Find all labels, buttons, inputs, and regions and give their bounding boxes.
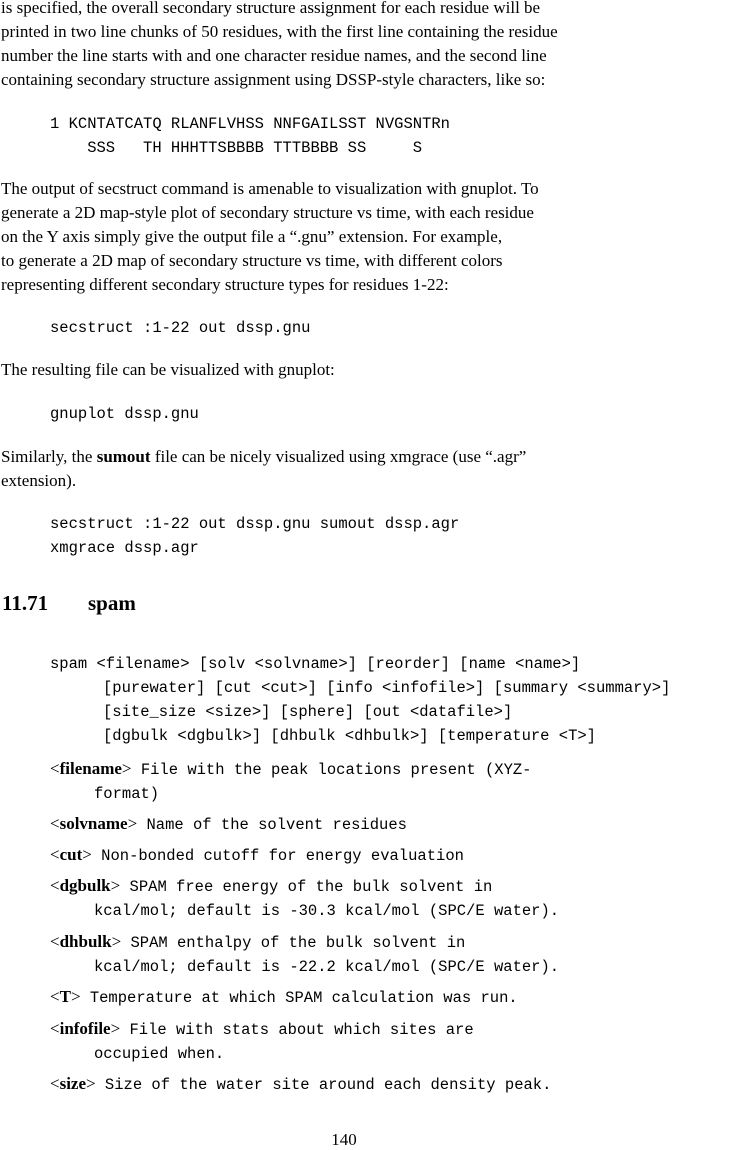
command-xmgrace: xmgrace dssp.agr: [50, 539, 199, 557]
sumout-keyword: sumout: [96, 447, 151, 466]
option-description: Non-bonded cutoff for energy evaluation: [91, 847, 464, 865]
command-secstruct-gnu: secstruct :1-22 out dssp.gnu: [50, 319, 311, 337]
resulting-file-text: [1, 358, 687, 382]
example-structure-line: SSS TH HHHTTSBBBB TTTBBBB SS S: [50, 139, 423, 157]
option-size: [50, 1072, 551, 1097]
option-dgbulk: [50, 874, 559, 923]
option-name: <dhbulk>: [50, 932, 122, 951]
text-run: file can be nicely visualized using xmgrace (use “.agr”: [150, 447, 527, 466]
paragraph-line: to generate a 2D map of secondary structure vs time, with different colors: [1, 251, 503, 270]
option-name: <T>: [50, 987, 81, 1006]
sumout-paragraph: [1, 445, 687, 493]
option-description-cont: kcal/mol; default is -22.2 kcal/mol (SPC/E water).: [94, 958, 560, 976]
option-name: <filename>: [50, 759, 132, 778]
option-name: <solvname>: [50, 814, 138, 833]
option-description: File with the peak locations present (XYZ-: [131, 761, 532, 779]
paragraph-line: generate a 2D map-style plot of secondary structure vs time, with each residue: [1, 203, 534, 222]
paragraph-line: The output of secstruct command is amenable to visualization with gnuplot. To: [1, 179, 539, 198]
command-gnuplot: gnuplot dssp.gnu: [50, 405, 199, 423]
option-description: Size of the water site around each density peak.: [95, 1076, 552, 1094]
option-solvname: [50, 812, 407, 837]
paragraph-line: number the line starts with and one character residue names, and the second line: [1, 46, 547, 65]
option-description: File with stats about which sites are: [120, 1021, 474, 1039]
paragraph-line: representing different secondary structure types for residues 1-22:: [1, 275, 449, 294]
option-name: <infofile>: [50, 1019, 121, 1038]
section-heading: [2, 588, 136, 618]
option-description-cont: occupied when.: [94, 1045, 225, 1063]
option-temperature: [50, 985, 518, 1010]
option-description: Name of the solvent residues: [137, 816, 407, 834]
paragraph-line: on the Y axis simply give the output file a “.gnu” extension. For example,: [1, 227, 503, 246]
section-title: spam: [88, 591, 136, 615]
paragraph-line: containing secondary structure assignment using DSSP-style characters, like so:: [1, 70, 546, 89]
option-description: SPAM enthalpy of the bulk solvent in: [121, 934, 466, 952]
option-dhbulk: [50, 930, 559, 979]
command-secstruct-sumout: secstruct :1-22 out dssp.gnu sumout dssp.agr: [50, 515, 460, 533]
section-number: 11.71: [2, 591, 49, 615]
syntax-line: [purewater] [cut <cut>] [info <infofile>] [summary <summary>]: [103, 679, 671, 697]
gnuplot-paragraph: [1, 177, 687, 297]
option-name: <cut>: [50, 845, 92, 864]
syntax-line: spam <filename> [solv <solvname>] [reorder] [name <name>]: [50, 655, 581, 673]
example-sequence-line: 1 KCNTATCATQ RLANFLVHSS NNFGAILSST NVGSNTRn: [50, 115, 450, 133]
syntax-line: [site_size <size>] [sphere] [out <datafile>]: [103, 703, 513, 721]
paragraph-line: The resulting file can be visualized with gnuplot:: [1, 360, 335, 379]
option-description: SPAM free energy of the bulk solvent in: [120, 878, 493, 896]
paragraph-line: [1, 445, 687, 469]
option-description: Temperature at which SPAM calculation was run.: [80, 989, 518, 1007]
paragraph-line: extension).: [1, 471, 77, 490]
option-filename: [50, 757, 531, 806]
text-run: Similarly, the: [1, 447, 97, 466]
option-cut: [50, 843, 464, 868]
intro-paragraph: [1, 0, 687, 92]
option-description-cont: format): [94, 785, 160, 803]
paragraph-line: is specified, the overall secondary structure assignment for each residue will be: [1, 0, 541, 17]
option-name: <size>: [50, 1074, 96, 1093]
syntax-line: [dgbulk <dgbulk>] [dhbulk <dhbulk>] [temperature <T>]: [103, 727, 596, 745]
option-infofile: [50, 1017, 474, 1066]
paragraph-line: printed in two line chunks of 50 residues, with the first line containing the residue: [1, 22, 558, 41]
option-description-cont: kcal/mol; default is -30.3 kcal/mol (SPC/E water).: [94, 902, 560, 920]
option-name: <dgbulk>: [50, 876, 121, 895]
page-number: 140: [331, 1130, 357, 1149]
